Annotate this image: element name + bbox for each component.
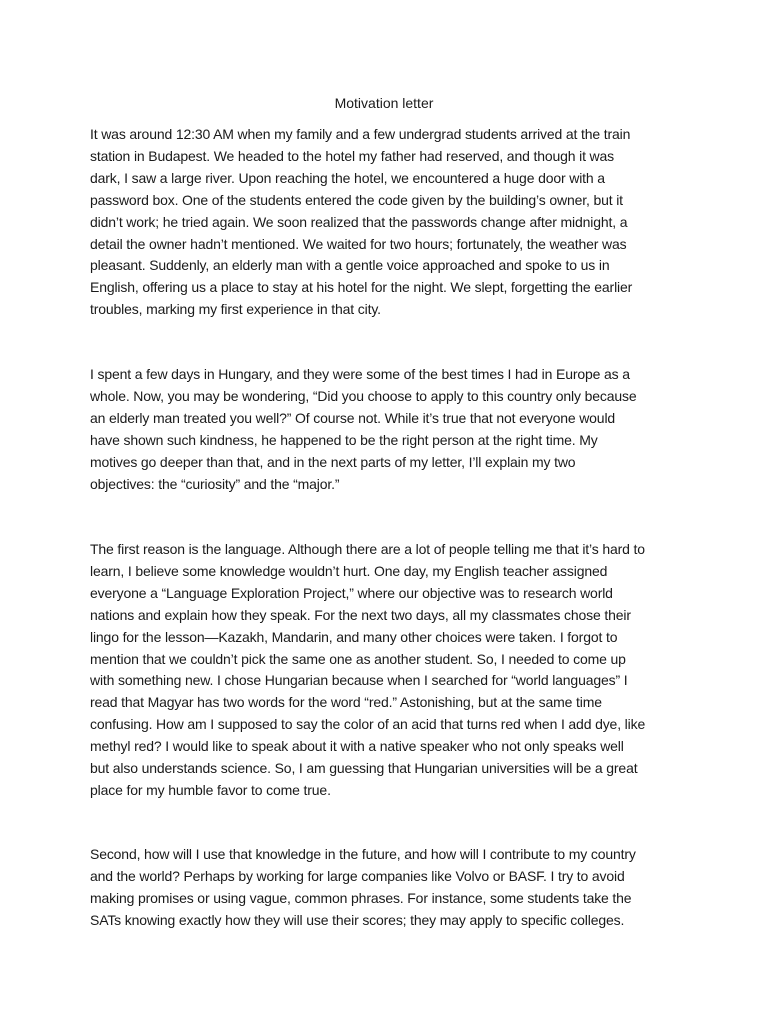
paragraph-arrival-budapest: [90, 124, 680, 321]
paragraph-line: have shown such kindness, he happened to be the right person at the right time. My: [90, 431, 598, 448]
paragraph-line: dark, I saw a large river. Upon reaching the hotel, we encountered a huge door with a: [90, 169, 605, 186]
paragraph-line: station in Budapest. We headed to the hotel my father had reserved, and though it was: [90, 147, 615, 164]
paragraph-line: troubles, marking my first experience in that city.: [90, 301, 381, 318]
paragraph-line: detail the owner hadn’t mentioned. We waited for two hours; fortunately, the weather was: [90, 235, 627, 252]
paragraph-future-contribution: [90, 844, 680, 932]
paragraph-line: methyl red? I would like to speak about it with a native speaker who not only speaks well: [90, 738, 624, 755]
paragraph-line: whole. Now, you may be wondering, “Did you choose to apply to this country only because: [90, 387, 637, 404]
paragraph-line: password box. One of the students entered the code given by the building’s owner, but it: [90, 191, 623, 208]
paragraph-line: English, offering us a place to stay at his hotel for the night. We slept, forgetting the earlier: [90, 279, 633, 296]
paragraph-line: mention that we couldn’t pick the same one as another student. So, I needed to come up: [90, 650, 626, 667]
document-title: Motivation letter: [334, 95, 434, 111]
paragraph-line: an elderly man treated you well?” Of course not. While it’s true that not everyone would: [90, 409, 616, 426]
paragraph-line: confusing. How am I supposed to say the color of an acid that turns red when I add dye, like: [90, 716, 646, 733]
paragraph-line: motives go deeper than that, and in the next parts of my letter, I’ll explain my two: [90, 453, 576, 470]
paragraph-line: making promises or using vague, common phrases. For instance, some students take the: [90, 889, 632, 906]
paragraph-language-reason: [90, 539, 680, 802]
paragraph-line: I spent a few days in Hungary, and they were some of the best times I had in Europe as a: [90, 366, 630, 382]
paragraph-line: and the world? Perhaps by working for large companies like Volvo or BASF. I try to avoid: [90, 867, 625, 884]
paragraph-line: read that Magyar has two words for the word “red.” Astonishing, but at the same time: [90, 694, 602, 711]
paragraph-line: The first reason is the language. Although there are a lot of people telling me that it’s hard to: [90, 541, 645, 557]
paragraph-line: nations and explain how they speak. For the next two days, all my classmates chose their: [90, 606, 631, 623]
paragraph-line: It was around 12:30 AM when my family and a few undergrad students arrived at the train: [90, 126, 631, 142]
paragraph-line: SATs knowing exactly how they will use their scores; they may apply to specific colleges.: [90, 911, 625, 928]
paragraph-hungary-motives: [90, 364, 680, 495]
paragraph-line: but also understands science. So, I am guessing that Hungarian universities will be a great: [90, 760, 638, 777]
paragraph-line: Second, how will I use that knowledge in the future, and how will I contribute to my country: [90, 846, 636, 862]
paragraph-line: everyone a “Language Exploration Project,” where our objective was to research world: [90, 584, 613, 601]
paragraph-line: learn, I believe some knowledge wouldn’t hurt. One day, my English teacher assigned: [90, 562, 608, 579]
paragraph-line: objectives: the “curiosity” and the “major.”: [90, 475, 340, 492]
paragraph-line: didn’t work; he tried again. We soon realized that the passwords change after midnight, a: [90, 213, 628, 230]
paragraph-line: pleasant. Suddenly, an elderly man with a gentle voice approached and spoke to us in: [90, 257, 610, 274]
paragraph-line: with something new. I chose Hungarian because when I searched for “world languages” I: [90, 672, 628, 689]
paragraph-line: place for my humble favor to come true.: [90, 781, 331, 798]
paragraph-line: lingo for the lesson—Kazakh, Mandarin, and many other choices were taken. I forgot to: [90, 628, 618, 645]
